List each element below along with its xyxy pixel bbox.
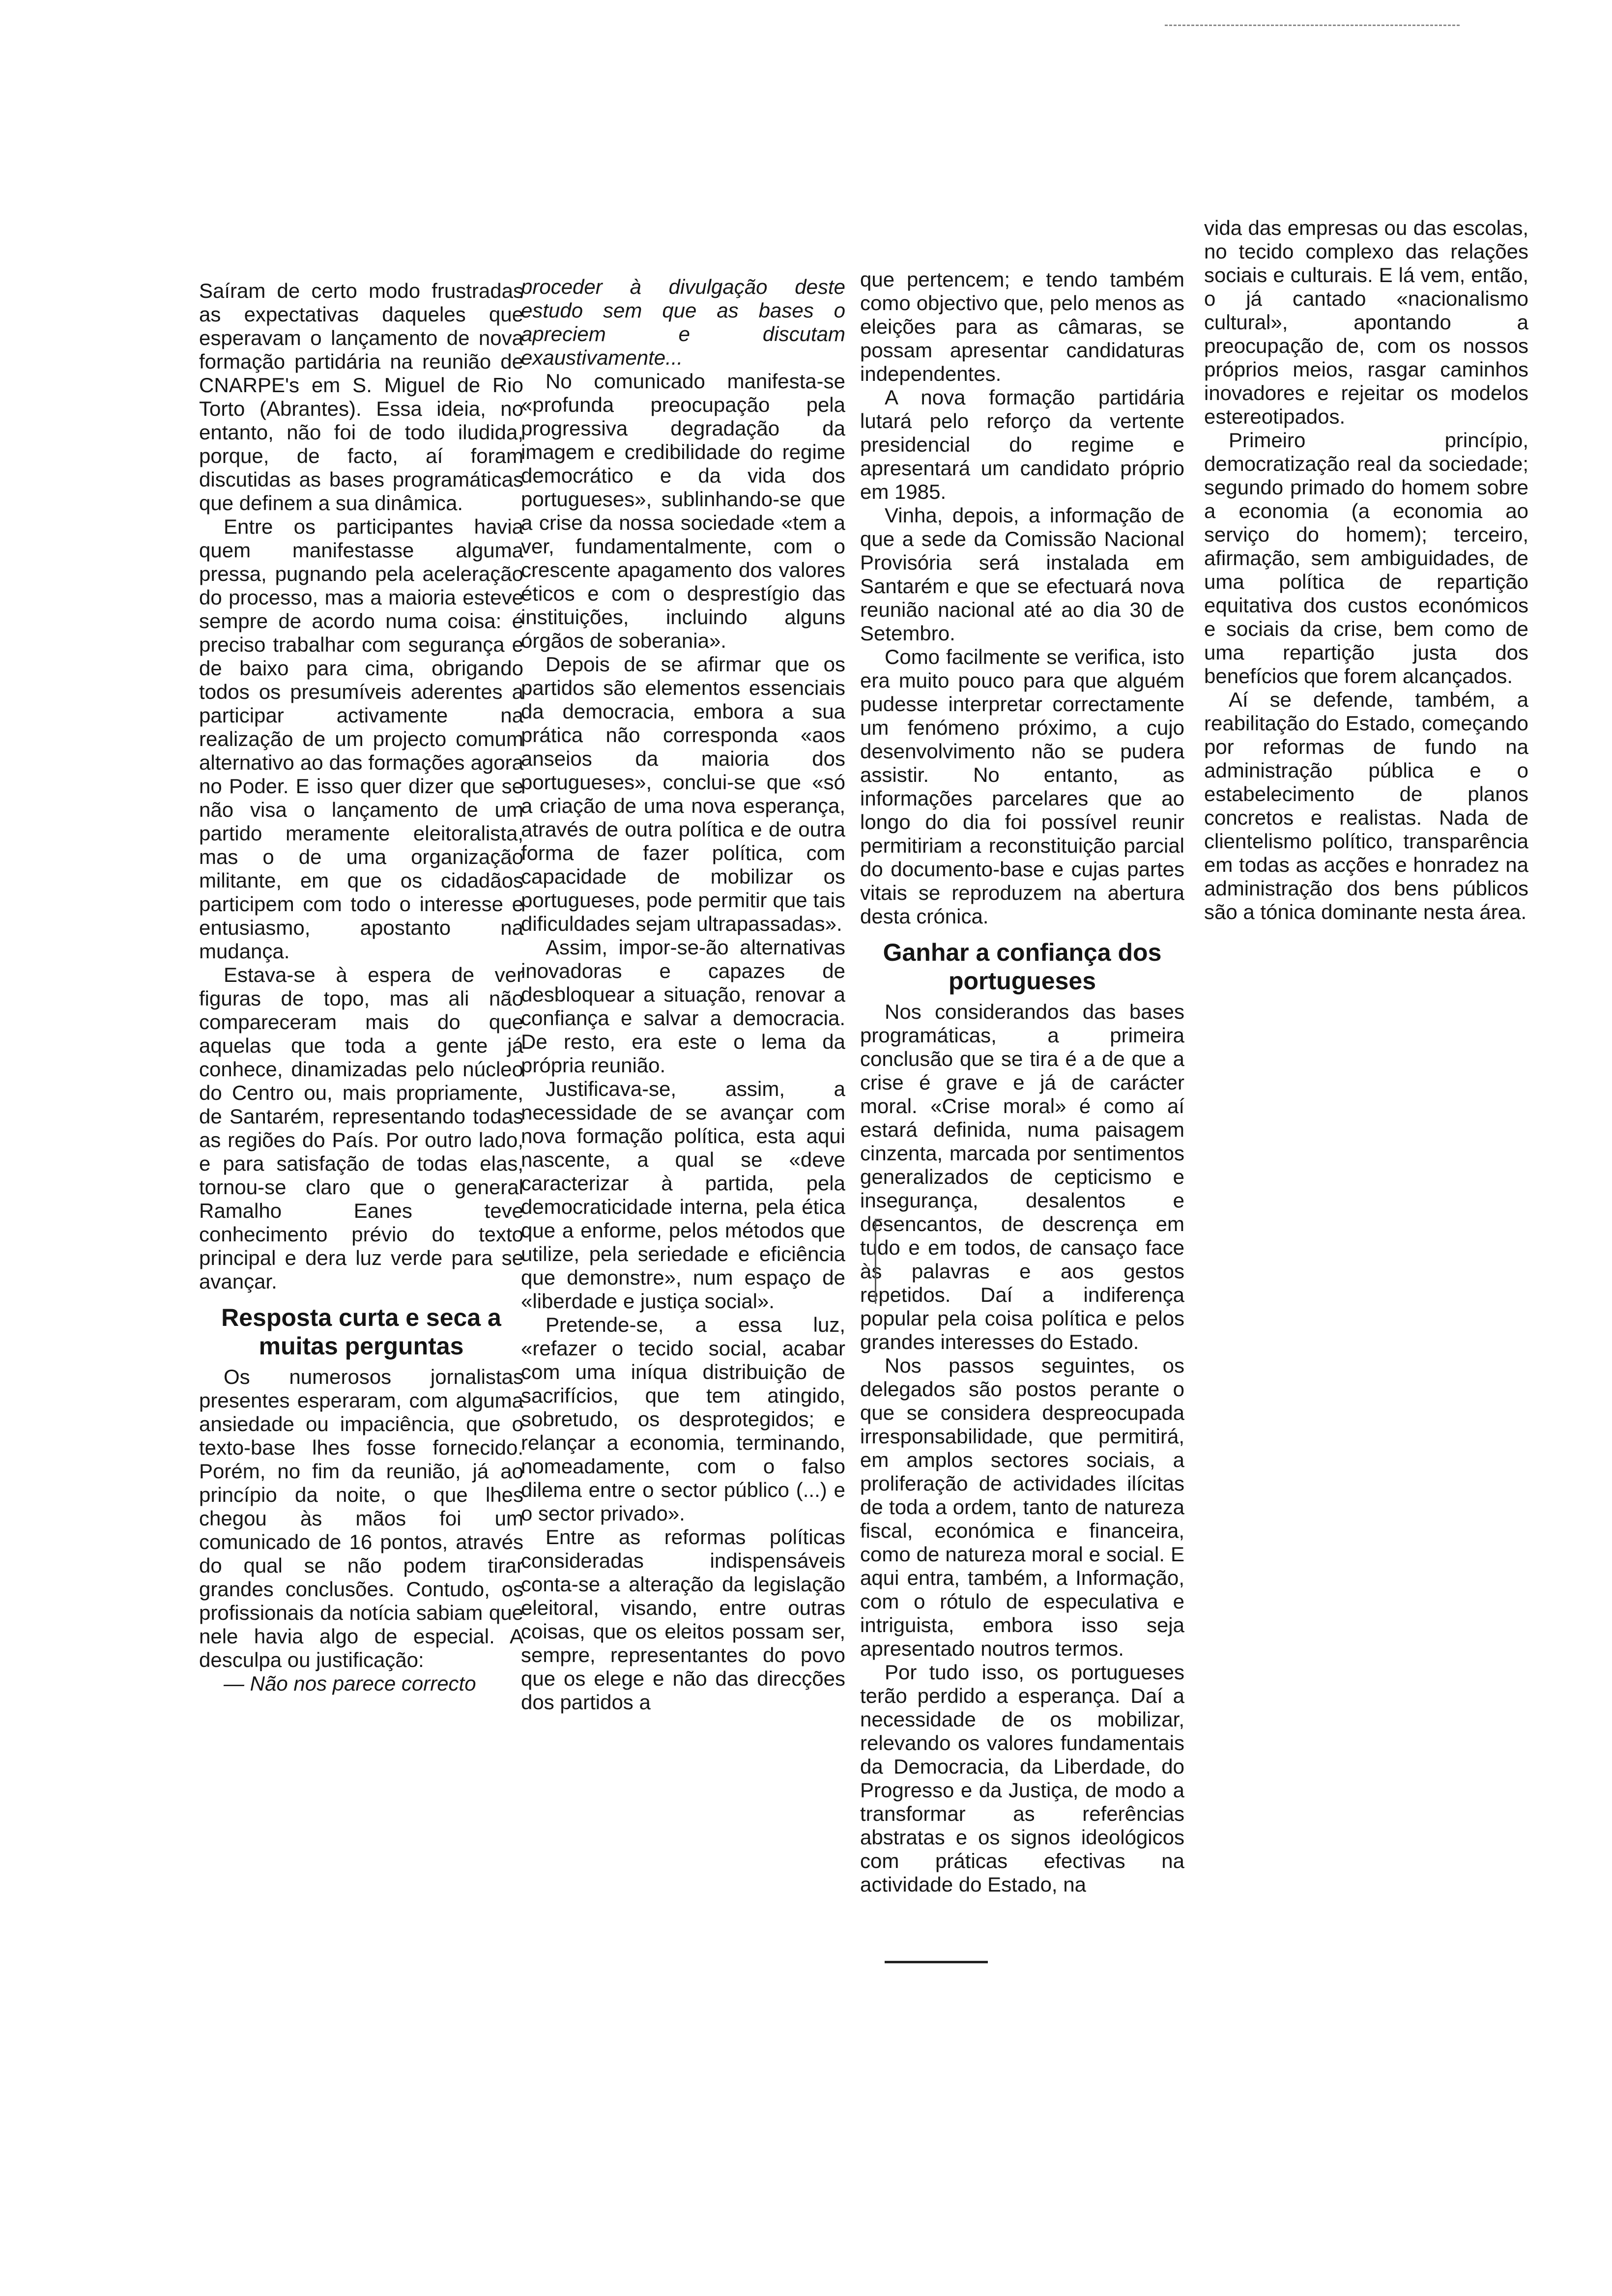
section-heading: Resposta curta e seca a muitas perguntas xyxy=(221,1304,501,1360)
paragraph: A nova formação partidária lutará pelo reforço da vertente presidencial do regime e apresentará um candidato próprio em 1985. xyxy=(860,386,1184,503)
paragraph: Por tudo isso, os portugueses terão perdido a esperança. Daí a necessidade de os mobilizar, relevando os valores fundamentais da Democracia, da Liberdade, do Progresso e da Justiça, de modo a transformar as referências abstratas e os signos ideológicos com práticas efectivas na actividade do Estado, na xyxy=(860,1661,1184,1896)
paragraph: Como facilmente se verifica, isto era muito pouco para que alguém pudesse interpretar correctamente um fenómeno próximo, a cujo desenvolvimento não se pudera assistir. No entanto, as informações parcelares que ao longo do dia foi possível reunir permitiriam a reconstituição parcial do documento-base e cujas partes vitais se reproduzem na abertura desta crónica. xyxy=(860,645,1184,928)
paragraph: Entre as reformas políticas consideradas indispensáveis conta-se a alteração da legislação eleitoral, visando, entre outras coisas, que os eleitos possam ser, sempre, representantes do povo que os elege e não das direcções dos partidos a xyxy=(521,1525,845,1714)
end-rule xyxy=(885,1961,988,1963)
paragraph: Estava-se à espera de ver figuras de topo, mas ali não compareceram mais do que aquelas que toda a gente já conhece, dinamizadas pelo núcleo do Centro ou, mais propriamente, de Santarém, representando todas as regiões do País. Por outro lado, e para satisfação de todas elas, tornou-se claro que o general Ramalho Eanes teve conhecimento prévio do texto principal e dera luz verde para se avançar. xyxy=(199,963,523,1293)
paragraph: Aí se defende, também, a reabilitação do Estado, começando por reformas de fundo na administração pública e o estabelecimento de planos concretos e realistas. Nada de clientelismo político, transparência em todas as acções e honradez na administração dos bens públicos são a tónica dominante nesta área. xyxy=(1204,688,1528,923)
paragraph: Assim, impor-se-ão alternativas inovadoras e capazes de desbloquear a situação, renovar a confiança e salvar a democracia. De resto, era este o lema da própria reunião. xyxy=(521,936,845,1077)
paragraph: Justificava-se, assim, a necessidade de se avançar com nova formação política, esta aqui nascente, a qual se «deve caracterizar à partida, pela democraticidade interna, pela ética que a enforme, pelos métodos que utilize, pela seriedade e eficiência que demonstre», num espaço de «liberdade e justiça social». xyxy=(521,1077,845,1313)
paragraph: No comunicado manifesta-se «profunda preocupação pela progressiva degradação da imagem e credibilidade do regime democrático e da vida dos portugueses», sublinhando-se que a crise da nossa sociedade «tem a ver, fundamentalmente, com o crescente apagamento dos valores éticos e com o desprestígio das instituições, incluindo alguns órgãos de soberania». xyxy=(521,370,845,652)
paragraph: Nos considerandos das bases programáticas, a primeira conclusão que se tira é a de que a crise é grave e já de carácter moral. «Crise moral» é como aí estará definida, numa paisagem cinzenta, marcada por sentimentos generalizados de cepticismo e insegurança, desalentos e desencantos, de descrença em tudo e em todos, de cansaço face às palavras e aos gestos repetidos. Daí a indiferença popular pela coisa política e pelos grandes interesses do Estado. xyxy=(860,1000,1184,1353)
paragraph: Vinha, depois, a informação de que a sede da Comissão Nacional Provisória será instalada em Santarém e que se efectuará nova reunião nacional até ao dia 30 de Setembro. xyxy=(860,504,1184,645)
paragraph: Primeiro princípio, democratização real da sociedade; segundo primado do homem sobre a economia (a economia ao serviço do homem); terceiro, afirmação, sem ambiguidades, de uma política de repartição equitativa dos custos económicos e sociais da crise, bem como de uma repartição justa dos benefícios que forem alcançados. xyxy=(1204,429,1528,688)
top-dashed-line xyxy=(1165,25,1460,28)
column-1 xyxy=(199,279,523,1695)
quote: — Não nos parece correcto xyxy=(224,1672,476,1695)
quote: proceder à divulgação deste estudo sem que as bases o apreciem e discutam exaustivamente... xyxy=(521,275,845,369)
paragraph: Pretende-se, a essa luz, «refazer o tecido social, acabar com uma iníqua distribuição de sacrifícios, que tem atingido, sobretudo, os desprotegidos; e relançar a economia, terminando, nomeadamente, com o falso dilema entre o sector público (...) e o sector privado». xyxy=(521,1313,845,1525)
clipping-mark xyxy=(875,1219,882,1304)
paragraph: vida das empresas ou das escolas, no tecido complexo das relações sociais e culturais. E lá vem, então, o já cantado «nacionalismo cultural», apontando a preocupação de, com os nossos próprios meios, rasgar caminhos inovadores e rejeitar os modelos estereotipados. xyxy=(1204,216,1528,428)
paragraph: Saíram de certo modo frustradas as expectativas daqueles que esperavam o lançamento de nova formação partidária na reunião de CNARPE's em S. Miguel de Rio Torto (Abrantes). Essa ideia, no entanto, não foi de todo iludida, porque, de facto, aí foram discutidas as bases programáticas que definem a sua dinâmica. xyxy=(199,279,523,515)
paragraph: que pertencem; e tendo também como objectivo que, pelo menos as eleições para as câmaras, se possam apresentar candidaturas independentes. xyxy=(860,268,1184,385)
section-heading: Ganhar a confiança dos portugueses xyxy=(883,939,1162,995)
paragraph: Os numerosos jornalistas presentes esperaram, com alguma ansiedade ou impaciência, que o texto-base lhes fosse fornecido. Porém, no fim da reunião, já ao princípio da noite, o que lhes chegou às mãos foi um comunicado de 16 pontos, através do qual se não podem tirar grandes conclusões. Contudo, os profissionais da notícia sabiam que nele havia algo de especial. A desculpa ou justificação: xyxy=(199,1365,523,1671)
paragraph: Entre os participantes havia quem manifestasse alguma pressa, pugnando pela aceleração do processo, mas a maioria esteve sempre de acordo numa coisa: é preciso trabalhar com segurança e de baixo para cima, obrigando todos os presumíveis aderentes a participar activamente na realização de um projecto comum alternativo ao das formações agora no Poder. E isso quer dizer que se não visa o lançamento de um partido meramente eleitoralista, mas o de uma organização militante, em que os cidadãos participem com todo o interesse e entusiasmo, apostanto na mudança. xyxy=(199,515,523,963)
column-3 xyxy=(860,268,1184,1896)
paragraph: Depois de se afirmar que os partidos são elementos essenciais da democracia, embora a sua prática não corresponda «aos anseios da maioria dos portugueses», conclui-se que «só a criação de uma nova esperança, através de outra política e de outra forma de fazer política, com capacidade de mobilizar os portugueses, pode permitir que tais dificuldades sejam ultrapassadas». xyxy=(521,653,845,935)
column-2 xyxy=(521,275,845,1714)
column-4 xyxy=(1204,216,1528,924)
paragraph: Nos passos seguintes, os delegados são postos perante o que se considera despreocupada irresponsabilidade, que permitirá, em amplos sectores sociais, a proliferação de actividades ilícitas de toda a ordem, tanto de natureza fiscal, económica e financeira, como de natureza moral e social. E aqui entra, também, a Informação, com o rótulo de especulativa e intriguista, embora isso seja apresentado noutros termos. xyxy=(860,1354,1184,1660)
